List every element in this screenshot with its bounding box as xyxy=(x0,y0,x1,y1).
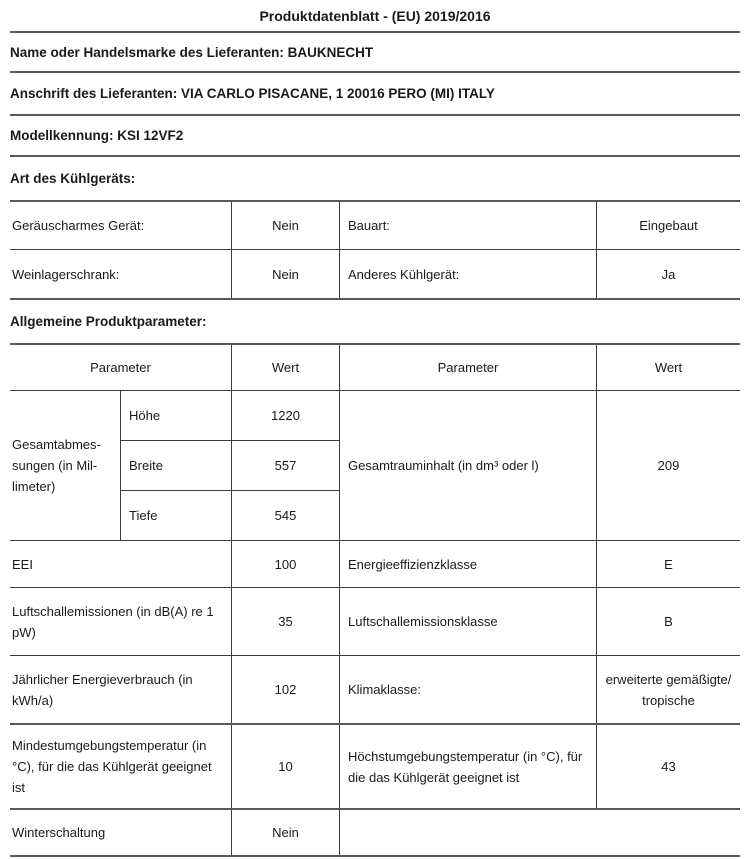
param-value: Ja xyxy=(596,250,740,298)
dimensions-label-line: sungen (in Mil- xyxy=(12,458,98,473)
type-table xyxy=(10,200,740,300)
param-value: 102 xyxy=(231,656,339,723)
param-label: Tiefe xyxy=(120,491,231,540)
param-label: Höchstumgebungstemperatur (in °C), für die das Kühlgerät geeignet ist xyxy=(339,725,596,808)
table-row xyxy=(120,440,339,490)
parameters-table xyxy=(10,343,740,857)
param-label: Bauart: xyxy=(339,202,596,249)
param-label: Mindestumgebungstemperatur (in °C), für die das Kühlgerät geeignet ist xyxy=(12,738,212,795)
param-value: 100 xyxy=(231,541,339,587)
table-row xyxy=(120,391,339,440)
param-label: EEI xyxy=(12,556,33,572)
model-line: Modellkennung: KSI 12VF2 xyxy=(10,116,740,157)
param-value: 43 xyxy=(596,725,740,808)
address-line: Anschrift des Lieferanten: VIA CARLO PISACANE, 1 20016 PERO (MI) ITALY xyxy=(10,73,740,116)
table-row xyxy=(10,587,740,655)
param-value: B xyxy=(596,588,740,655)
parameters-section-heading: Allgemeine Produktparameter: xyxy=(10,314,207,329)
dimensions-row xyxy=(10,390,740,540)
table-row xyxy=(120,490,339,540)
param-value: E xyxy=(596,541,740,587)
param-value: Nein xyxy=(231,810,339,855)
doc-title: Produktdatenblatt - (EU) 2019/2016 xyxy=(10,0,740,33)
product-datasheet xyxy=(10,0,740,857)
dimensions-label xyxy=(10,391,120,540)
table-row xyxy=(10,249,740,298)
param-value: 10 xyxy=(231,725,339,808)
value-line: erweiterte gemäßigte/ xyxy=(605,671,732,687)
supplier-line: Name oder Handelsmarke des Lieferanten: BAUKNECHT xyxy=(10,33,740,73)
table-row xyxy=(10,655,740,723)
type-section-heading: Art des Kühlgeräts: xyxy=(10,171,136,186)
table-row xyxy=(10,540,740,587)
dimensions-subtable xyxy=(120,391,339,540)
param-value: 209 xyxy=(596,391,740,540)
param-label: Weinlagerschrank: xyxy=(12,266,120,282)
table-row xyxy=(10,723,740,808)
param-value: Nein xyxy=(231,202,339,249)
param-label: Energieeffizienzklasse xyxy=(339,541,596,587)
dimensions-label-line: limeter) xyxy=(12,479,56,494)
column-header: Wert xyxy=(596,345,740,390)
param-label: Anderes Kühlgerät: xyxy=(339,250,596,298)
param-value: 35 xyxy=(231,588,339,655)
param-label: Luftschallemissionen (in dB(A) re 1 pW) xyxy=(12,603,214,640)
column-header: Parameter xyxy=(339,345,596,390)
param-value xyxy=(596,656,740,723)
column-header: Wert xyxy=(231,345,339,390)
param-value: 545 xyxy=(231,491,339,540)
param-label: Geräuscharmes Gerät: xyxy=(12,218,145,233)
table-row xyxy=(10,808,740,855)
param-value: Nein xyxy=(231,250,339,298)
dimensions-label-line: Gesamtabmes- xyxy=(12,437,101,452)
param-label: Höhe xyxy=(120,391,231,440)
climate-class-value xyxy=(606,669,732,711)
param-value: Eingebaut xyxy=(596,202,740,249)
param-value: 1220 xyxy=(231,391,339,440)
param-label: Breite xyxy=(120,441,231,490)
table-header-row xyxy=(10,345,740,390)
param-value: 557 xyxy=(231,441,339,490)
column-header: Parameter xyxy=(90,360,151,375)
param-label: Luftschallemissionsklasse xyxy=(339,588,596,655)
table-row xyxy=(10,202,740,249)
param-label: Gesamtrauminhalt (in dm³ oder l) xyxy=(339,391,596,540)
param-label: Jährlicher Energieverbrauch (in kWh/a) xyxy=(12,671,193,708)
param-label: Winterschaltung xyxy=(12,825,106,840)
empty-cell xyxy=(339,810,740,855)
value-line: tropische xyxy=(642,692,695,708)
param-label: Klimaklasse: xyxy=(339,656,596,723)
